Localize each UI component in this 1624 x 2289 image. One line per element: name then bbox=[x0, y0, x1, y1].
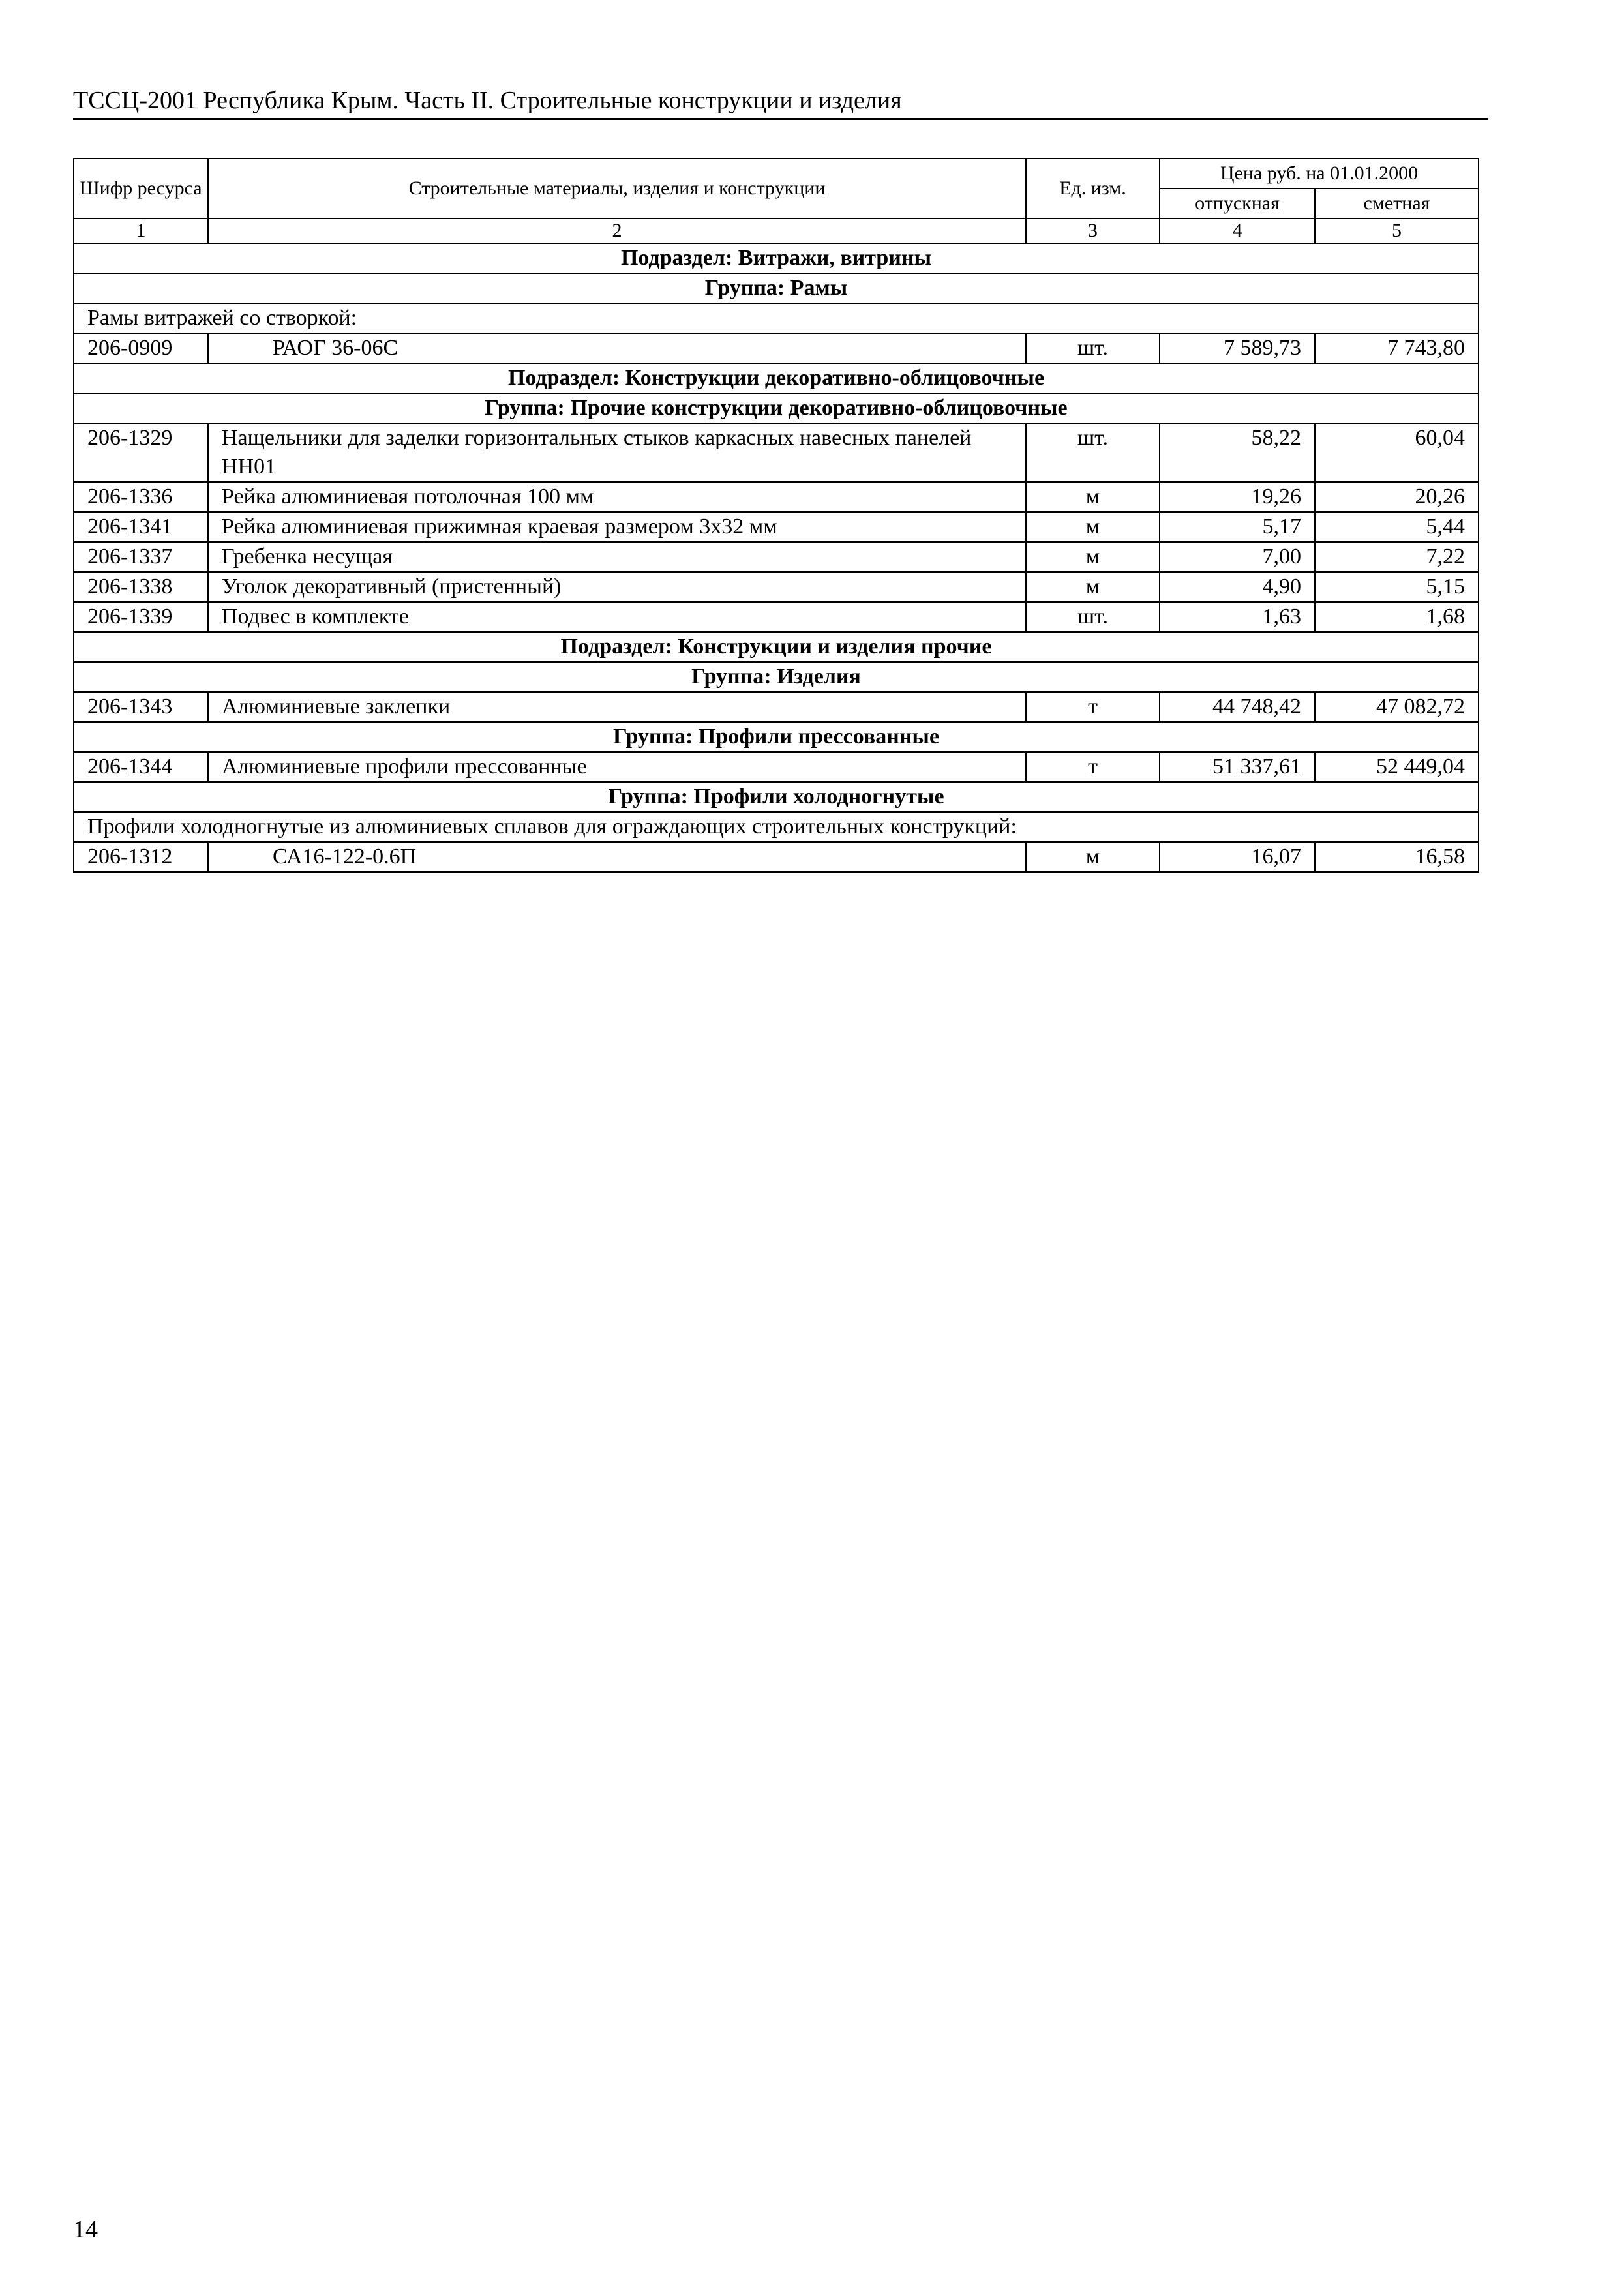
header-release-price: отпускная bbox=[1160, 188, 1315, 218]
resource-code: 206-1343 bbox=[74, 692, 208, 722]
item-unit: т bbox=[1026, 752, 1160, 782]
item-name: Нащельники для заделки горизонтальных стыков каркасных навесных панелей НН01 bbox=[208, 423, 1026, 482]
resource-code: 206-1312 bbox=[74, 842, 208, 872]
resource-code: 206-1338 bbox=[74, 572, 208, 602]
item-name: Подвес в комплекте bbox=[208, 602, 1026, 632]
table-row bbox=[74, 542, 1479, 572]
header-code: Шифр ресурса bbox=[74, 158, 208, 218]
estimate-price: 20,26 bbox=[1315, 482, 1479, 512]
item-unit: т bbox=[1026, 692, 1160, 722]
item-name: Рейка алюминиевая прижимная краевая размером 3х32 мм bbox=[208, 512, 1026, 542]
subsection-title: Подраздел: Конструкции и изделия прочие bbox=[74, 632, 1479, 662]
subsection-row bbox=[74, 243, 1479, 273]
estimate-price: 60,04 bbox=[1315, 423, 1479, 482]
item-unit: м bbox=[1026, 512, 1160, 542]
group-title: Группа: Рамы bbox=[74, 273, 1479, 303]
release-price: 58,22 bbox=[1160, 423, 1315, 482]
item-unit: шт. bbox=[1026, 333, 1160, 363]
column-number: 3 bbox=[1026, 218, 1160, 243]
price-table-body bbox=[74, 158, 1479, 872]
subsection-row bbox=[74, 632, 1479, 662]
column-number: 1 bbox=[74, 218, 208, 243]
column-number-row bbox=[74, 218, 1479, 243]
table-row bbox=[74, 482, 1479, 512]
table-row bbox=[74, 333, 1479, 363]
header-unit: Ед. изм. bbox=[1026, 158, 1160, 218]
estimate-price: 7,22 bbox=[1315, 542, 1479, 572]
table-row bbox=[74, 692, 1479, 722]
note-row bbox=[74, 303, 1479, 333]
page-header: ТССЦ-2001 Республика Крым. Часть II. Строительные конструкции и изделия bbox=[73, 87, 902, 114]
release-price: 7,00 bbox=[1160, 542, 1315, 572]
group-row bbox=[74, 273, 1479, 303]
release-price: 16,07 bbox=[1160, 842, 1315, 872]
group-row bbox=[74, 782, 1479, 812]
item-unit: м bbox=[1026, 542, 1160, 572]
release-price: 51 337,61 bbox=[1160, 752, 1315, 782]
group-title: Группа: Изделия bbox=[74, 662, 1479, 692]
release-price: 4,90 bbox=[1160, 572, 1315, 602]
subsection-row bbox=[74, 363, 1479, 393]
header-name: Строительные материалы, изделия и конструкции bbox=[208, 158, 1026, 218]
item-unit: м bbox=[1026, 572, 1160, 602]
item-name: СА16-122-0.6П bbox=[208, 842, 1026, 872]
item-name: Гребенка несущая bbox=[208, 542, 1026, 572]
resource-code: 206-1344 bbox=[74, 752, 208, 782]
group-title: Группа: Профили холодногнутые bbox=[74, 782, 1479, 812]
header-estimate-price: сметная bbox=[1315, 188, 1479, 218]
group-row bbox=[74, 722, 1479, 752]
estimate-price: 1,68 bbox=[1315, 602, 1479, 632]
item-name: Рейка алюминиевая потолочная 100 мм bbox=[208, 482, 1026, 512]
item-unit: шт. bbox=[1026, 423, 1160, 482]
item-name: Уголок декоративный (пристенный) bbox=[208, 572, 1026, 602]
price-table bbox=[73, 158, 1479, 873]
estimate-price: 5,44 bbox=[1315, 512, 1479, 542]
estimate-price: 52 449,04 bbox=[1315, 752, 1479, 782]
table-row bbox=[74, 602, 1479, 632]
release-price: 1,63 bbox=[1160, 602, 1315, 632]
table-header-row bbox=[74, 158, 1479, 188]
group-row bbox=[74, 393, 1479, 423]
subsection-title: Подраздел: Конструкции декоративно-облицовочные bbox=[74, 363, 1479, 393]
estimate-price: 7 743,80 bbox=[1315, 333, 1479, 363]
subsection-title: Подраздел: Витражи, витрины bbox=[74, 243, 1479, 273]
note-row bbox=[74, 812, 1479, 842]
item-name: Алюминиевые заклепки bbox=[208, 692, 1026, 722]
table-row bbox=[74, 512, 1479, 542]
resource-code: 206-1337 bbox=[74, 542, 208, 572]
note-text: Рамы витражей со створкой: bbox=[74, 303, 1479, 333]
resource-code: 206-1341 bbox=[74, 512, 208, 542]
estimate-price: 16,58 bbox=[1315, 842, 1479, 872]
release-price: 7 589,73 bbox=[1160, 333, 1315, 363]
table-row bbox=[74, 842, 1479, 872]
table-row bbox=[74, 752, 1479, 782]
resource-code: 206-0909 bbox=[74, 333, 208, 363]
group-title: Группа: Прочие конструкции декоративно-облицовочные bbox=[74, 393, 1479, 423]
estimate-price: 5,15 bbox=[1315, 572, 1479, 602]
group-row bbox=[74, 662, 1479, 692]
column-number: 2 bbox=[208, 218, 1026, 243]
item-name: Алюминиевые профили прессованные bbox=[208, 752, 1026, 782]
note-text: Профили холодногнутые из алюминиевых сплавов для ограждающих строительных конструкций: bbox=[74, 812, 1479, 842]
group-title: Группа: Профили прессованные bbox=[74, 722, 1479, 752]
estimate-price: 47 082,72 bbox=[1315, 692, 1479, 722]
item-unit: м bbox=[1026, 482, 1160, 512]
item-unit: м bbox=[1026, 842, 1160, 872]
release-price: 5,17 bbox=[1160, 512, 1315, 542]
release-price: 44 748,42 bbox=[1160, 692, 1315, 722]
release-price: 19,26 bbox=[1160, 482, 1315, 512]
header-rule bbox=[73, 118, 1488, 120]
item-unit: шт. bbox=[1026, 602, 1160, 632]
resource-code: 206-1336 bbox=[74, 482, 208, 512]
column-number: 4 bbox=[1160, 218, 1315, 243]
resource-code: 206-1339 bbox=[74, 602, 208, 632]
page-number: 14 bbox=[73, 2216, 98, 2243]
resource-code: 206-1329 bbox=[74, 423, 208, 482]
header-price: Цена руб. на 01.01.2000 bbox=[1160, 158, 1479, 188]
item-name: РАОГ 36-06С bbox=[208, 333, 1026, 363]
table-row bbox=[74, 572, 1479, 602]
column-number: 5 bbox=[1315, 218, 1479, 243]
table-row bbox=[74, 423, 1479, 482]
